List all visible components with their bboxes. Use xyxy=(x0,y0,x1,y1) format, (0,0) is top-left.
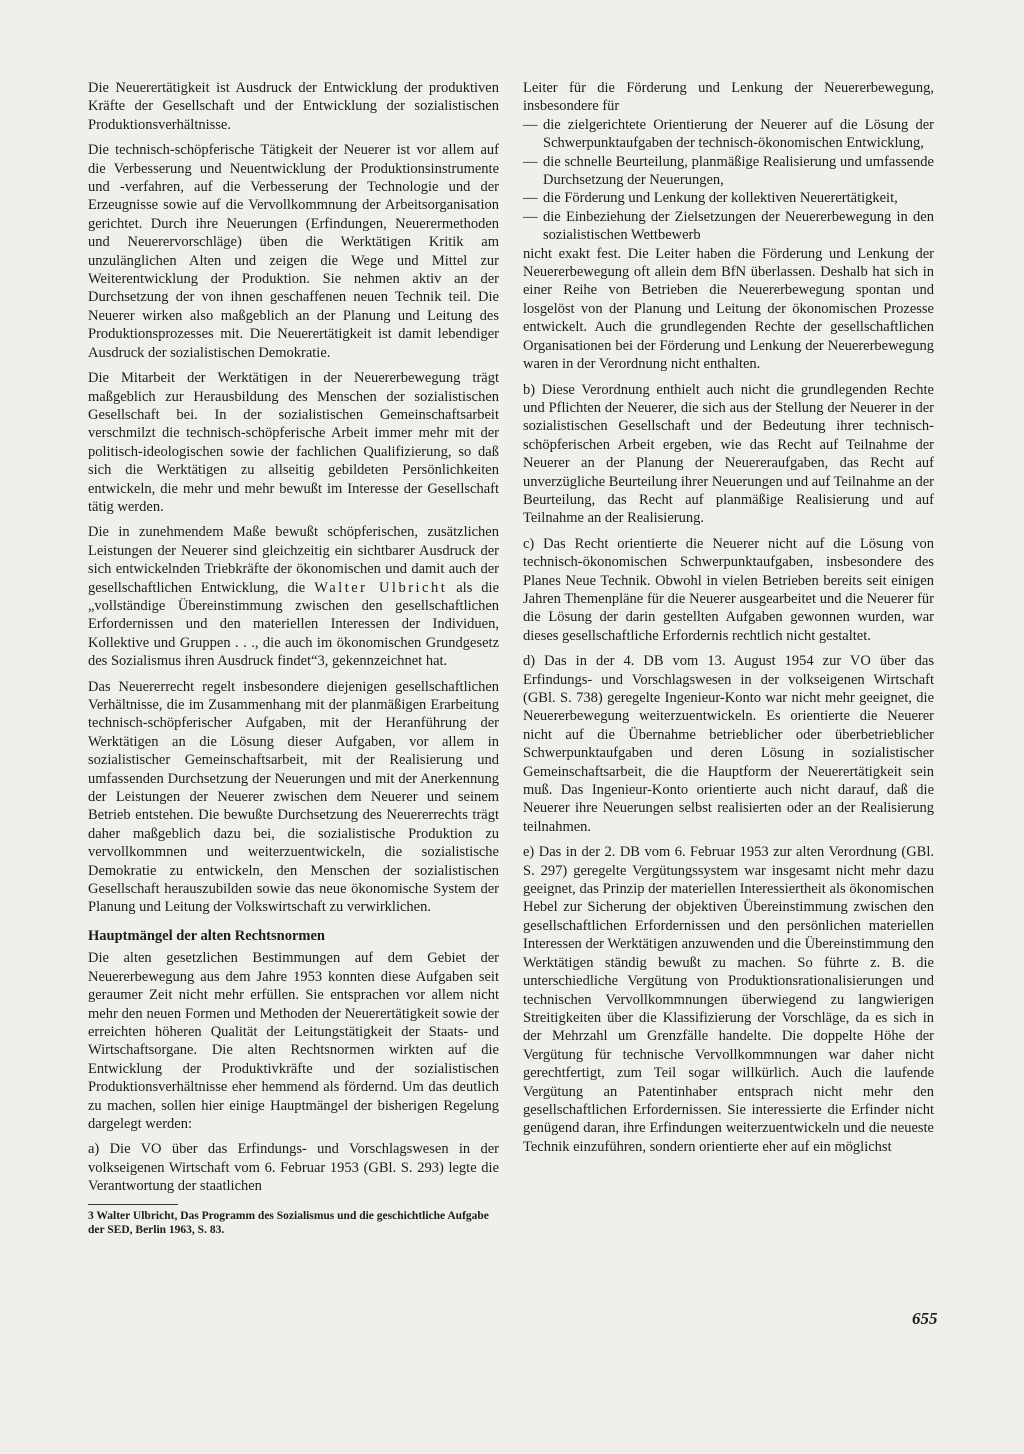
paragraph-text: Die in zunehmendem Maße bewußt schöpferischen, zusätzlichen Leistungen der Neuerer sind gleichzeitig ein sichtbarer Ausdruck der sich entwickelnden Triebkräfte der ökonomischen und damit auch der gesellschaftlichen Entwicklung, die xyxy=(88,524,499,596)
paragraph-text: als die „vollständige Übereinstimmung zwischen den gesellschaftlichen Erfordernissen und den materiellen Interessen der Individuen, Kollektive und Gruppen . . ., die auch im ökonomischen Grundgesetz des Sozialismus ihren Ausdruck findet“3, gekennzeichnet hat. xyxy=(88,579,500,670)
paragraph: Leiter für die Förderung und Lenkung der Neuererbewegung, insbesondere für xyxy=(523,80,934,115)
footnote: 3 Walter Ulbricht, Das Programm des Sozialismus und die geschichtliche Aufgabe der SED, Berlin 1963, S. 83. xyxy=(88,1209,489,1236)
paragraph xyxy=(88,523,499,670)
paragraph: Die alten gesetzlichen Bestimmungen auf dem Gebiet der Neuererbewegung aus dem Jahre 1953 konnten diese Aufgaben seit geraumer Zeit nicht mehr erfüllen. Sie entsprachen vor allem nicht mehr den neuen Formen und Methoden der Neuerertätigkeit sowie der erreichten höheren Qualität der Leitungstätigkeit der Staats- und Wirtschaftsorgane. Die alten Rechtsnormen wirkten auf die Entwicklung der Produktivkräfte und der sozialistischen Produktionsverhältnisse eher hemmend als fördernd. Um das deutlich zu machen, sollen hier einige Hauptmängel der bisherigen Regelung dargelegt werden: xyxy=(88,950,499,1132)
paragraph: Die technisch-schöpferische Tätigkeit der Neuerer ist vor allem auf die Verbesserung und Neuentwicklung der Produktionsinstrumente und -verfahren, auf die Verbesserung der Technologie und der Erzeugnisse sowie auf die Vervollkommnung der Arbeitsorganisation gerichtet. Durch ihre Neuerungen (Erfindungen, Neuerermethoden und Neuerervorschläge) üben die Werktätigen Kritik am unzulänglichen Alten und zeigen die Wege und Mittel zur Weiterentwicklung der Produktion. Sie nehmen aktiv an der Durchsetzung der von ihnen geschaffenen neuen Technik teil. Die Neuerer wirken also maßgeblich an der Planung und Leitung des Produktionsprozesses mit. Die Neuerertätigkeit ist damit lebendiger Ausdruck der sozialistischen Demokratie. xyxy=(88,142,499,361)
list-item: — die zielgerichtete Orientierung der Neuerer auf die Lösung der Schwerpunktaufgaben der technisch-ökonomischen Entwicklung, xyxy=(523,116,934,153)
paragraph: e) Das in der 2. DB vom 6. Februar 1953 zur alten Verordnung (GBl. S. 297) geregelte Vergütungssystem war insgesamt nicht mehr dazu geeignet, das Prinzip der materiellen Interessiertheit als ökonomischen Hebel zur Sicherung der objektiven Übereinstimmung zwischen den gesellschaftlichen Erfordernissen und den persönlichen materiellen Interessen der Werktätigen anzuwenden und die Übereinstimmung den Werktätigen ständig bewußt zu machen. So führte z. B. die unterschiedliche Vergütung von Produktionsrationalisierungen und technischen Vervollkommnungen überwiegend zu langwierigen Streitigkeiten über die Klassifizierung der Vorschläge, da es sich in der Mehrzahl um Grenzfälle handelte. Die doppelte Höhe der Vergütung für technische Vervollkommnungen war daher nicht gerechtfertigt, zum Teil sogar willkürlich. Auch die laufende Vergütung an Patentinhaber entsprach nicht mehr den gesellschaftlichen Erfordernissen. Sie interessierte die Erfinder nicht genügend daran, ihre Erfindungen weiterzuentwickeln und die neueste Technik einzuführen, sondern orientierte eher auf ein möglichst xyxy=(523,844,934,1155)
author-name: Walter Ulbricht xyxy=(314,579,448,596)
paragraph: d) Das in der 4. DB vom 13. August 1954 zur VO über das Erfindungs- und Vorschlagswesen in der volkseigenen Wirtschaft (GBl. S. 738) geregelte Ingenieur-Konto war nicht mehr geeignet, die Neuererbewegung weiterzuentwickeln. Es orientierte die Neuerer nicht auf die Übernahme betrieblicher oder überbetrieblicher Schwerpunktaufgaben und deren Lösung in sozialistischer Gemeinschaftsarbeit, die die Hauptform der Neuerertätigkeit sein muß. Das Ingenieur-Konto orientierte auch nicht darauf, daß die Neuerer ihre Neuerungen selbst realisierten oder an der Realisierung teilnahmen. xyxy=(523,653,934,835)
paragraph: Die Neuerertätigkeit ist Ausdruck der Entwicklung der produktiven Kräfte der Gesellschaft und der Entwicklung der sozialistischen Produktionsverhältnisse. xyxy=(88,80,499,133)
paragraph: Das Neuererrecht regelt insbesondere diejenigen gesellschaftlichen Verhältnisse, die im Zusammenhang mit der planmäßigen Erarbeitung technisch-schöpferischer Aufgaben, mit der Heranführung der Werktätigen an die Lösung dieser Aufgaben, vor allem in sozialistischer Gemeinschaftsarbeit, mit der Realisierung und umfassenden Durchsetzung der Neuerungen und mit der Anerkennung der Leistungen der Neuerer zwischen dem Neuerer und seinem Betrieb entstehen. Die bewußte Durchsetzung des Neuererrechts trägt daher maßgeblich dazu bei, die sozialistische Produktion zu vervollkommnen und weiterzuentwickeln, die sozialistische Demokratie zu entwickeln, den Menschen der sozialistischen Gesellschaft herauszubilden sowie das neue ökonomische System der Planung und Leitung der Volkswirtschaft zu verwirklichen. xyxy=(88,678,499,916)
paragraph: c) Das Recht orientierte die Neuerer nicht auf die Lösung von technisch-ökonomischen Schwerpunktaufgaben, insbesondere des Planes Neue Technik. Obwohl in vielen Betrieben bereits seit einigen Jahren Themenpläne für die Neuerer ausgearbeitet und die Neuerer für die Lösung der darin gestellten Aufgaben gewonnen wurden, war dieses gesellschaftliche Erfordernis rechtlich nicht gestaltet. xyxy=(523,535,934,644)
paragraph: b) Diese Verordnung enthielt auch nicht die grundlegenden Rechte und Pflichten der Neuerer, die sich aus der Stellung der Neuerer in der sozialistischen Gesellschaft und der Bedeutung ihrer technisch-schöpferischen Arbeit ergeben, wie das Recht auf Teilnahme der Neuerer an der Planung der Neuereraufgaben, das Recht auf unverzügliche Beurteilung ihrer Neuerungen und auf Teilnahme an der Beurteilung, das Recht auf planmäßige Realisierung und auf Teilnahme an der Realisierung. xyxy=(523,381,935,527)
list-item: — die Einbeziehung der Zielsetzungen der Neuererbewegung in den sozialistischen Wettbewerb xyxy=(523,208,934,245)
page-number: 655 xyxy=(912,1309,938,1328)
list-item: — die Förderung und Lenkung der kollektiven Neuerertätigkeit, xyxy=(523,189,934,207)
paragraph: nicht exakt fest. Die Leiter haben die Förderung und Lenkung der Neuererbewegung oft allein dem BfN überlassen. Deshalb hat sich in einer Reihe von Betrieben die Neuererbewegung spontan und losgelöst von der Planung und Leitung der ökonomischen Prozesse entwickelt. Auch die grundlegenden Rechte der gesellschaftlichen Organisationen bei der Förderung und Lenkung der Neuererbewegung waren in der Verordnung nicht enthalten. xyxy=(523,245,934,373)
paragraph: Die Mitarbeit der Werktätigen in der Neuererbewegung trägt maßgeblich zur Herausbildung des Menschen der sozialistischen Gesellschaft bei. In der sozialistischen Gemeinschaftsarbeit verschmilzt die technisch-schöpferische Arbeit immer mehr mit der politisch-ideologischen sowie der fachlichen Qualifizierung, so daß sich die Werktätigen zu allseitig gebildeten Persönlichkeiten entwickeln, die mehr und mehr bewußt im Interesse der Gesellschaft tätig werden. xyxy=(88,370,499,515)
dash-list xyxy=(523,116,934,245)
section-heading: Hauptmängel der alten Rechtsnormen xyxy=(88,927,325,944)
right-column xyxy=(523,79,934,1163)
footnote-divider xyxy=(88,1204,178,1205)
paragraph: a) Die VO über das Erfindungs- und Vorschlagswesen in der volkseigenen Wirtschaft vom 6. Februar 1953 (GBl. S. 293) legte die Verantwortung der staatlichen xyxy=(88,1141,499,1195)
list-item: — die schnelle Beurteilung, planmäßige Realisierung und umfassende Durchsetzung der Neuerungen, xyxy=(523,153,934,190)
left-column xyxy=(88,79,499,1237)
